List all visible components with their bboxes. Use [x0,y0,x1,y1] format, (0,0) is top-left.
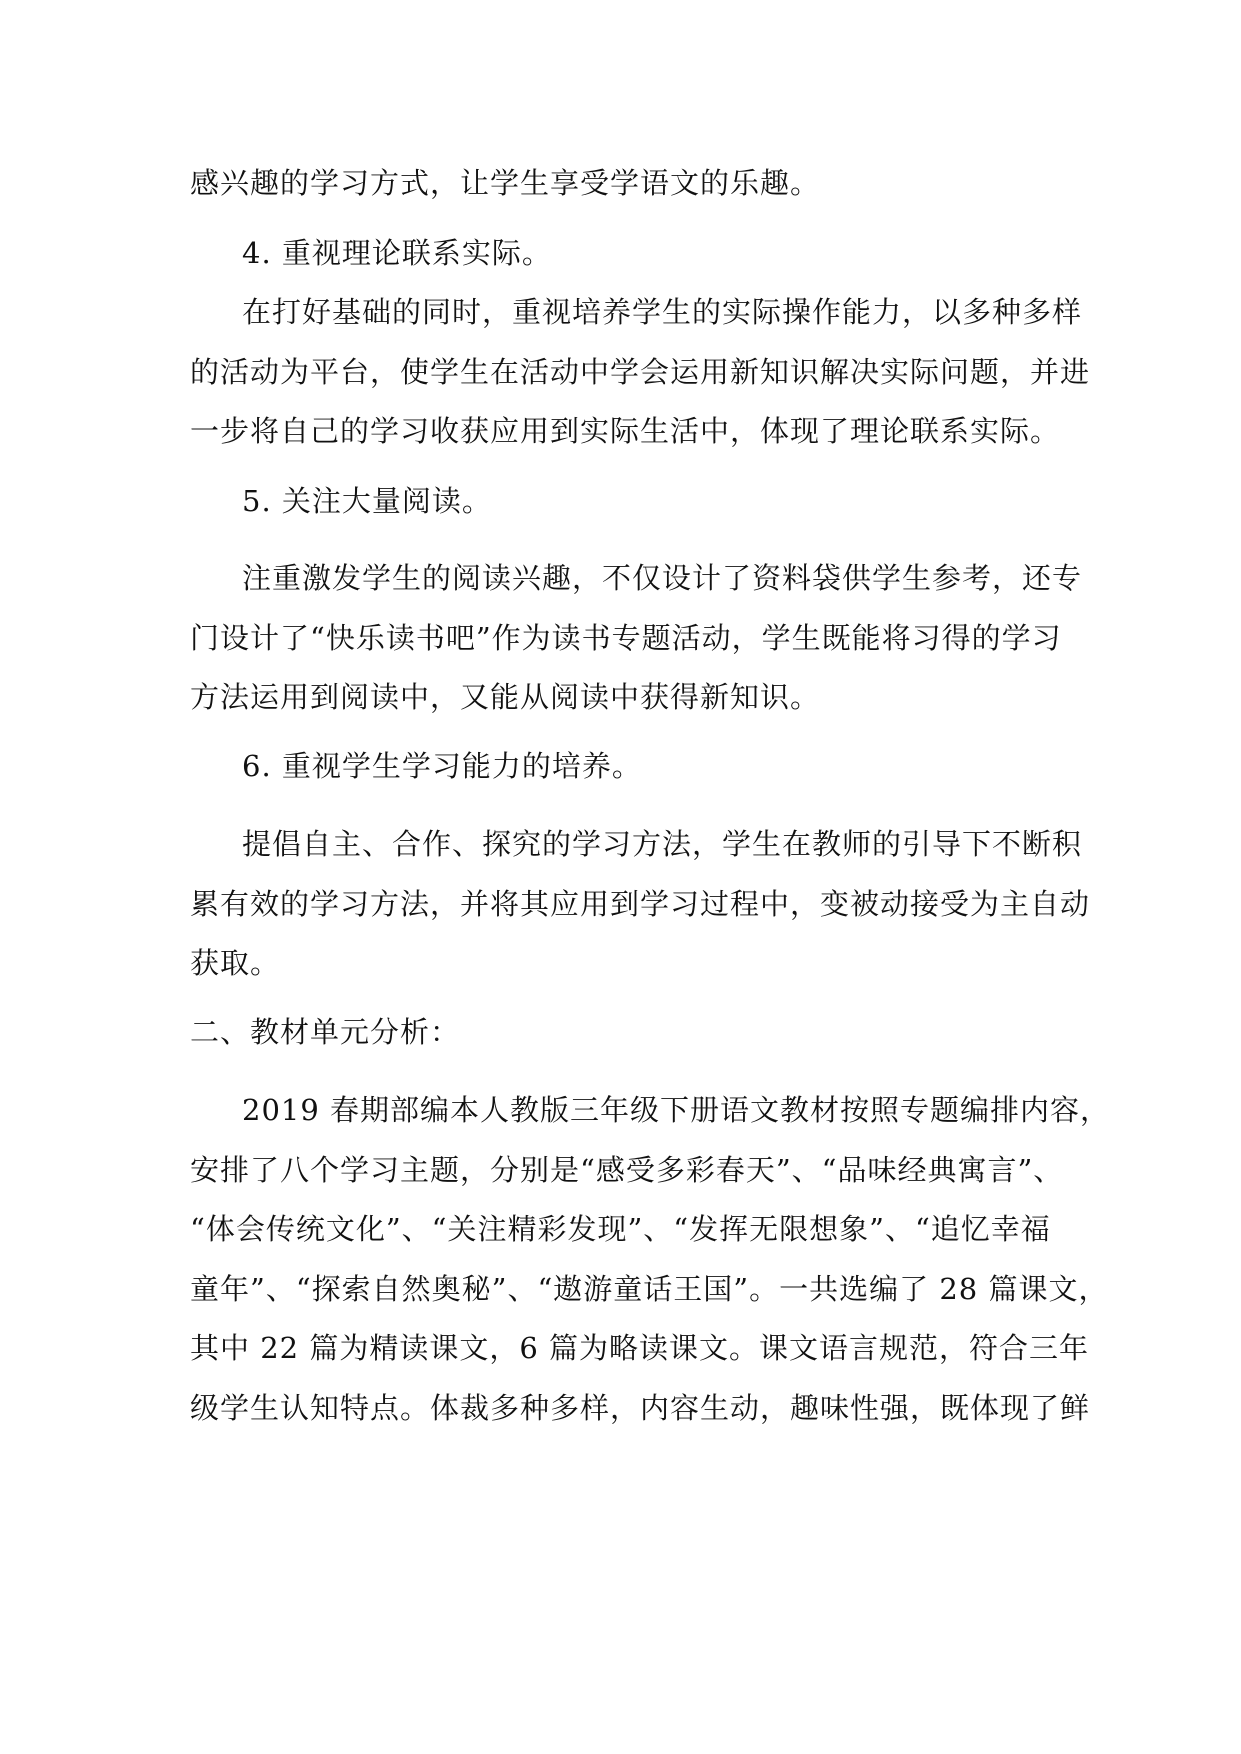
paragraph-line: 级学生认知特点。体裁多种多样，内容生动，趣味性强，既体现了鲜 [190,1391,1091,1425]
paragraph-line: 一步将自己的学习收获应用到实际生活中，体现了理论联系实际。 [190,414,1061,448]
section-heading-5: 5. 关注大量阅读。 [242,484,492,518]
paragraph-line: 提倡自主、合作、探究的学习方法，学生在教师的引导下不断积 [242,827,1083,861]
paragraph-line: “体会传统文化”、“关注精彩发现”、“发挥无限想象”、“追忆幸福 [190,1212,1051,1246]
paragraph-line: 童年”、“探索自然奥秘”、“遨游童话王国”。一共选编了 28 篇课文， [190,1272,1109,1306]
paragraph-line: 在打好基础的同时，重视培养学生的实际操作能力，以多种多样 [242,295,1083,329]
paragraph-line: 感兴趣的学习方式，让学生享受学语文的乐趣。 [190,166,821,200]
paragraph-line: 累有效的学习方法，并将其应用到学习过程中，变被动接受为主自动 [190,887,1091,921]
section-heading-6: 6. 重视学生学习能力的培养。 [242,749,642,783]
paragraph-line: 获取。 [190,946,281,980]
paragraph-line: 门设计了“快乐读书吧”作为读书专题活动，学生既能将习得的学习 [190,621,1062,655]
paragraph-line: 2019 春期部编本人教版三年级下册语文教材按照专题编排内容， [242,1093,1111,1127]
paragraph-line: 安排了八个学习主题，分别是“感受多彩春天”、“品味经典寓言”、 [190,1153,1064,1187]
chapter-heading: 二、教材单元分析： [190,1015,461,1049]
section-heading-4: 4. 重视理论联系实际。 [242,236,552,270]
paragraph-line: 方法运用到阅读中，又能从阅读中获得新知识。 [190,680,821,714]
paragraph-line: 其中 22 篇为精读课文，6 篇为略读课文。课文语言规范，符合三年 [190,1331,1090,1365]
paragraph-line: 的活动为平台，使学生在活动中学会运用新知识解决实际问题，并进 [190,355,1091,389]
paragraph-line: 注重激发学生的阅读兴趣，不仅设计了资料袋供学生参考，还专 [242,561,1083,595]
